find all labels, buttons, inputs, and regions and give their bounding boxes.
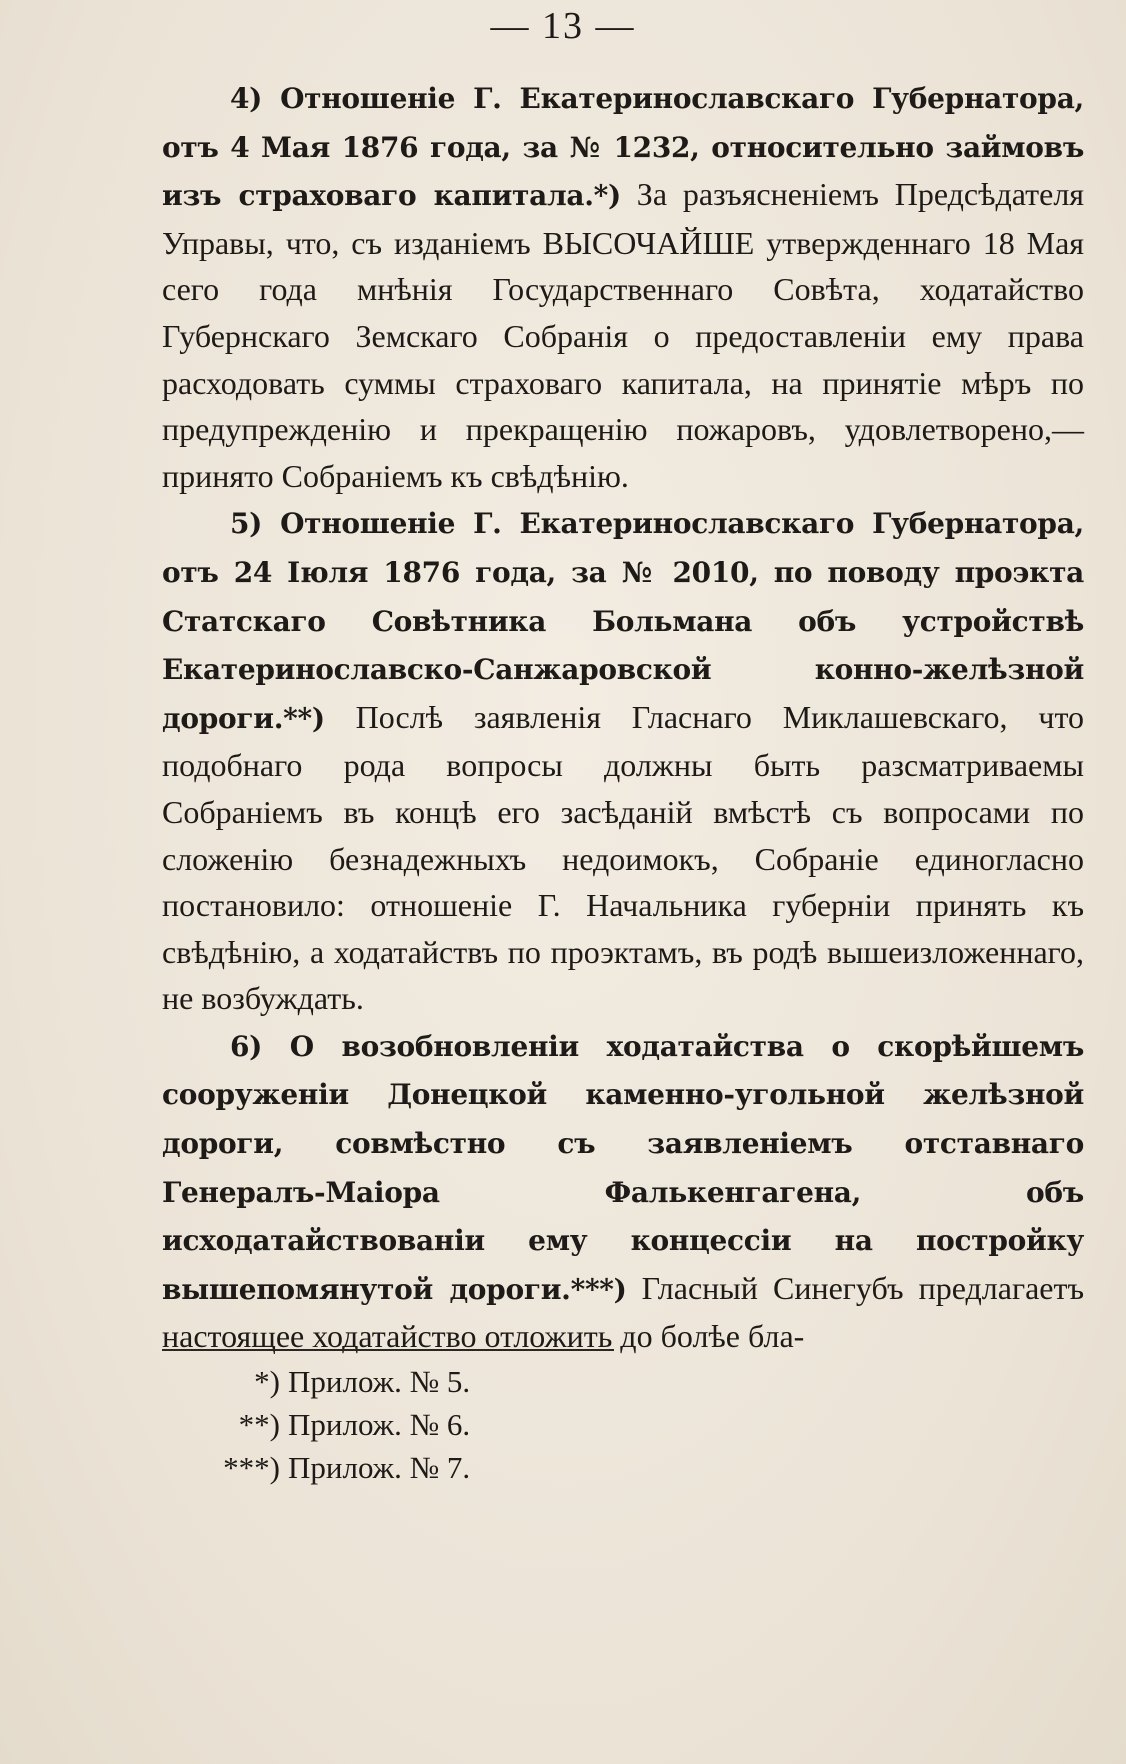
footnotes: [162, 1360, 662, 1489]
paragraph-4-heading: 4) Отношеніе Г. Екатеринославскаго Губернатора, отъ 4 Мая 1876 года, за № 1232, относительно займовъ изъ страховаго капитала.*): [162, 82, 1084, 213]
footnote-mark: *): [254, 1364, 280, 1399]
paragraph-5-body: Послѣ заявленія Гласнаго Миклашевскаго, что подобнаго рода вопросы должны быть разсматриваемы Собраніемъ въ концѣ его засѣданій вмѣстѣ съ вопросами по сложенію безнадежныхъ недоимокъ, Собраніе единогласно постановило: отношеніе Г. Начальника губерніи принять къ свѣдѣнію, а ходатайствъ по проэктамъ, въ родѣ вышеизложеннаго, не возбуждать.: [162, 698, 1084, 1017]
paragraph-6: [162, 1022, 1084, 1360]
paragraph-6-heading: 6) О возобновленіи ходатайства о скорѣйшемъ сооруженіи Донецкой каменно-угольной желѣзной дороги, совмѣстно съ заявленіемъ отставнаго Генералъ-Маіора Фалькенгагена, объ исходатайствованіи ему концессіи на постройку вышепомянутой дороги.***): [162, 1029, 1084, 1306]
footnote-text: Прилож. № 7.: [288, 1450, 471, 1485]
body-text: [162, 74, 1084, 1360]
footnote-text: Прилож. № 6.: [288, 1407, 471, 1442]
footnote: [162, 1403, 662, 1446]
paragraph-4: [162, 74, 1084, 499]
paragraph-4-body: За разъясненіемъ Предсѣдателя Управы, что, съ изданіемъ ВЫСОЧАЙШЕ утвержденнаго 18 Мая сего года мнѣнія Государственнаго Совѣта, ходатайство Губернскаго Земскаго Собранія о предоставленіи ему права расходовать суммы страховаго капитала, на принятіе мѣръ по предупрежденію и прекращенію пожаровъ, удовлетворено,—принято Собраніемъ къ свѣдѣнію.: [162, 176, 1085, 494]
paragraph-5-heading: 5) Отношеніе Г. Екатеринославскаго Губернатора, отъ 24 Іюля 1876 года, за № 2010, по поводу проэкта Статскаго Совѣтника Больмана объ устройствѣ Екатеринославско-Санжаровской конно-желѣзной дороги.**): [162, 507, 1084, 735]
footnote-text: Прилож. № 5.: [288, 1364, 471, 1399]
paragraph-6-body: Гласный Синегубъ предлагаетъ настоящее ходатайство отложить до болѣе бла-: [162, 1269, 1084, 1355]
footnote: [162, 1360, 662, 1403]
footnote: [162, 1446, 662, 1489]
page-number: — 13 —: [490, 5, 636, 47]
footnote-divider: [162, 1349, 614, 1351]
footnote-mark: ***): [223, 1450, 280, 1485]
footnote-mark: **): [238, 1407, 280, 1442]
paragraph-5: [162, 499, 1084, 1022]
